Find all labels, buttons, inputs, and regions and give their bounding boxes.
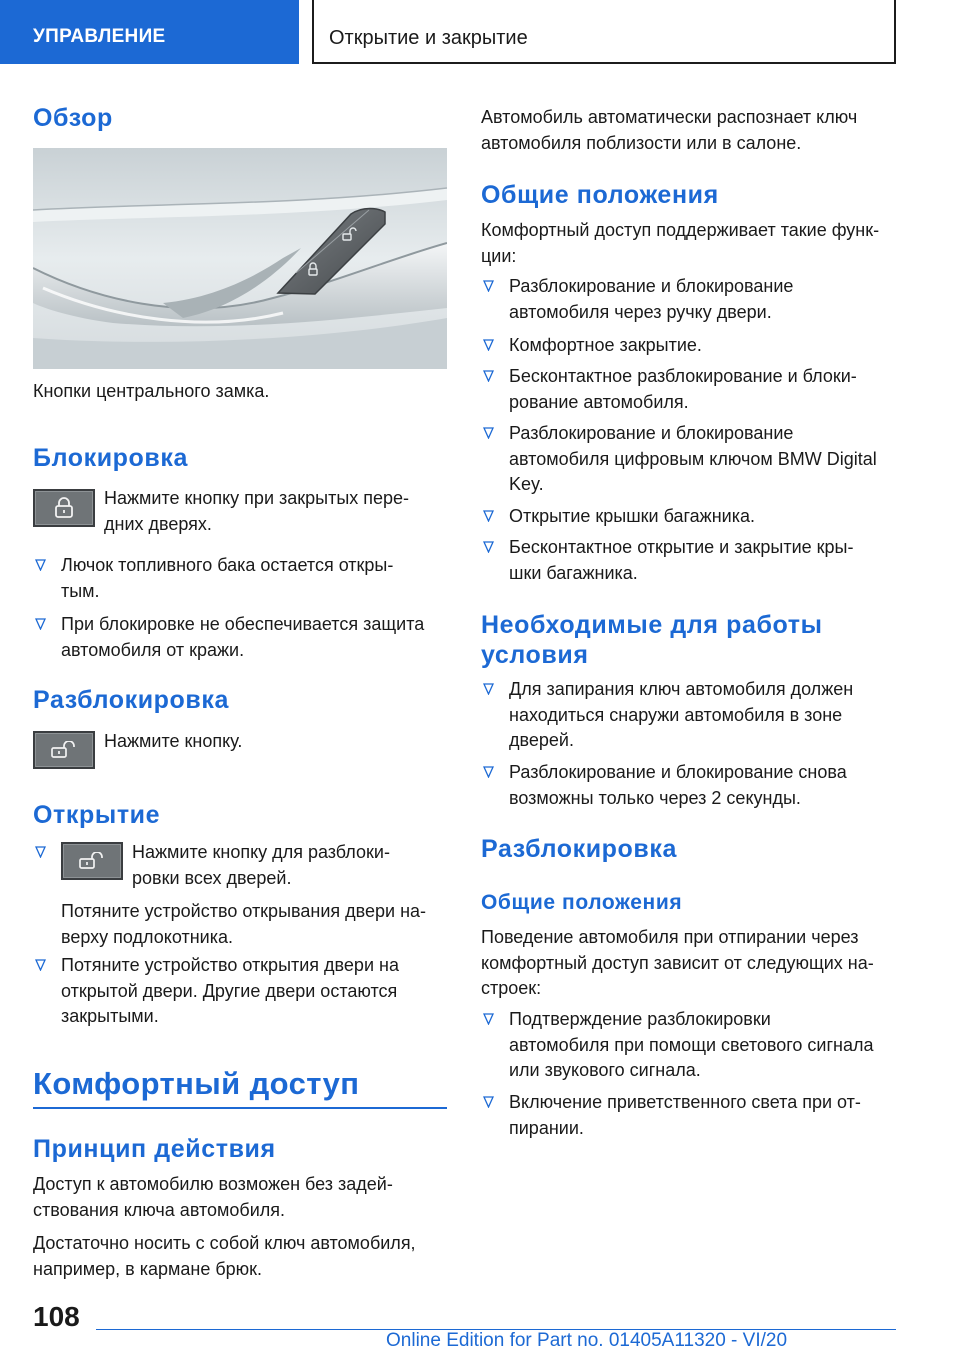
list-item: Включение приветственного света при от- пирании. [481, 1090, 897, 1141]
unlock-heading: Разблокировка [33, 686, 230, 714]
page-number: 108 [33, 1301, 80, 1332]
list-item: Открытие крышки багажника. [481, 504, 897, 530]
overview-heading: Обзор [33, 104, 113, 132]
lock-open-icon [50, 741, 78, 759]
bullet-triangle-icon [483, 683, 494, 695]
lock-heading: Блокировка [33, 444, 188, 472]
bullet-triangle-icon [483, 370, 494, 382]
principle-heading: Принцип действия [33, 1135, 276, 1163]
bullet-triangle-icon [483, 280, 494, 292]
chapter-header: Открытие и закрытие [312, 0, 896, 64]
list-item: Бесконтактное разблокирование и блоки- рование автомобиля. [481, 364, 897, 415]
lock-instruction: Нажмите кнопку при закрытых пере- дних дверях. [104, 488, 410, 534]
principle-paragraph-2: Достаточно носить с собой ключ автомобиля, например, в кармане брюк. [33, 1233, 416, 1279]
list-item: Подтверждение разблокировки автомобиля при помощи светового сигнала или звукового сигнала. [481, 1007, 901, 1084]
bullet-triangle-icon [483, 1096, 494, 1108]
footer-edition: Online Edition for Part no. 01405A11320 - VI/20 [386, 1330, 788, 1351]
unlock-button-image [61, 842, 123, 880]
list-item: Комфортное закрытие. [481, 333, 897, 359]
unlock-instruction: Нажмите кнопку. [104, 731, 243, 751]
unlock-general-subheading: Общие положения [481, 891, 683, 914]
photo-caption: Кнопки центрального замка. [33, 381, 270, 401]
bullet-triangle-icon [483, 427, 494, 439]
general-paragraph: Комфортный доступ поддерживает такие функ- ции: [481, 220, 880, 266]
list-item: Разблокирование и блокирование автомобиля через ручку двери. [481, 274, 897, 325]
list-item: Разблокирование и блокирование снова возможны только через 2 секунды. [481, 760, 897, 811]
door-handle-photo [33, 148, 447, 369]
bullet-triangle-icon [35, 618, 46, 630]
general-heading: Общие положения [481, 181, 719, 209]
bullet-triangle-icon [483, 510, 494, 522]
bullet-triangle-icon [483, 1013, 494, 1025]
bullet-triangle-icon [35, 559, 46, 571]
principle-paragraph-1: Доступ к автомобилю возможен без задей- ствования ключа автомобиля. [33, 1174, 393, 1220]
open-heading: Открытие [33, 801, 161, 829]
list-item: Бесконтактное открытие и закрытие кры- шки багажника. [481, 535, 897, 586]
unlock-button-image [33, 731, 95, 769]
bullet-triangle-icon [35, 959, 46, 971]
list-item: Лючок топливного бака остается откры- тым. [33, 553, 447, 604]
comfort-access-heading: Комфортный доступ [33, 1066, 360, 1101]
bullet-triangle-icon [483, 541, 494, 553]
heading-rule [33, 1107, 447, 1109]
list-item: Нажмите кнопку для разблоки- ровки всех дверей. Потяните устройство открывания двери на- верху подлокотника. [33, 840, 447, 950]
lock-button-image [33, 489, 95, 527]
list-item: Для запирания ключ автомобиля должен находиться снаружи автомобиля в зоне дверей. [481, 677, 897, 754]
list-item: Потяните устройство открытия двери на открытой двери. Другие двери остаются закрытыми. [33, 953, 447, 1030]
bullet-triangle-icon [483, 766, 494, 778]
unlock-paragraph: Поведение автомобиля при отпирании через комфортный доступ зависит от следующих на- строек: [481, 927, 874, 998]
bullet-triangle-icon [35, 846, 46, 858]
lock-closed-icon [54, 497, 74, 519]
list-item: Разблокирование и блокирование автомобиля цифровым ключом BMW Digital Key. [481, 421, 901, 498]
bullet-triangle-icon [483, 339, 494, 351]
lock-open-icon [78, 852, 106, 870]
conditions-heading: Необходимые для работы условия [481, 611, 823, 669]
intro-paragraph: Автомобиль автоматически распознает ключ автомобиля поблизости или в салоне. [481, 107, 858, 153]
list-item: При блокировке не обеспечивается защита автомобиля от кражи. [33, 612, 453, 663]
unlock-comfort-heading: Разблокировка [481, 835, 678, 863]
section-header: УПРАВЛЕНИЕ [0, 0, 299, 64]
